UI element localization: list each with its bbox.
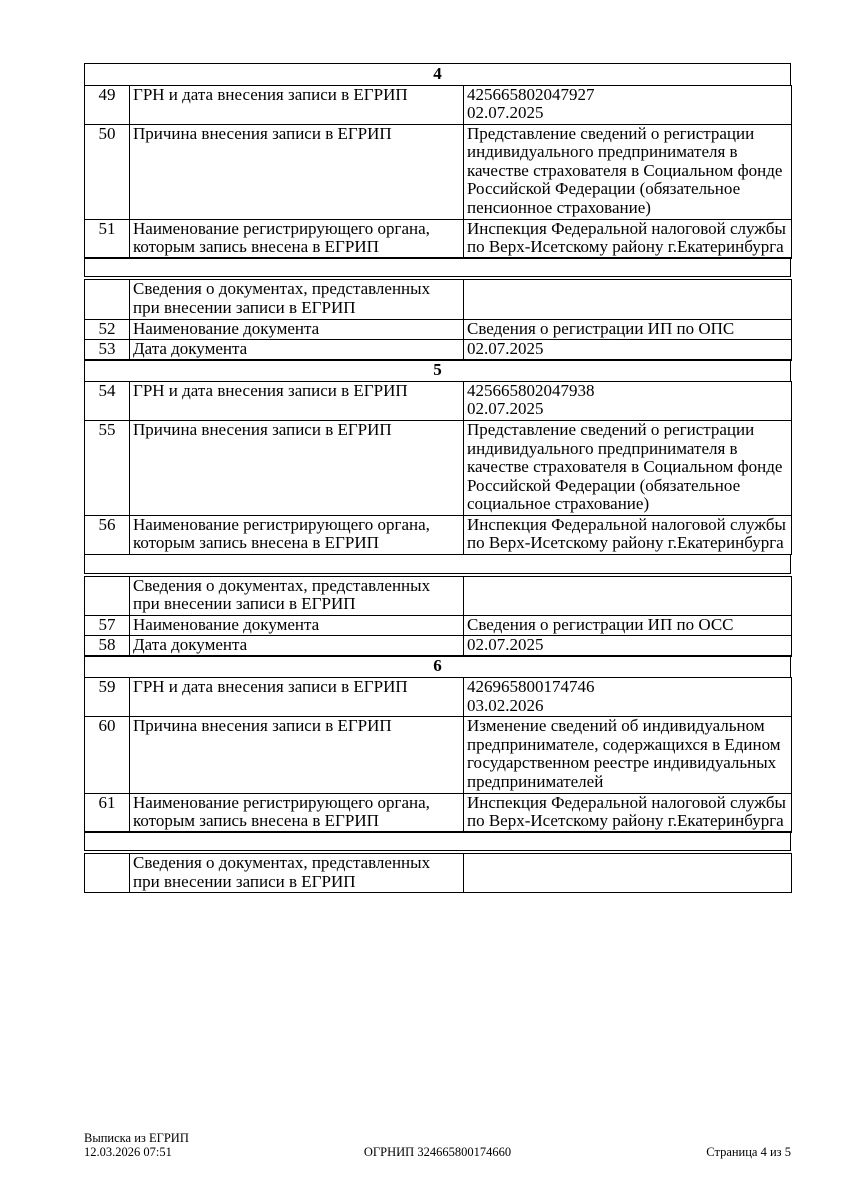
table-row <box>85 615 792 636</box>
grn-date: 03.02.2026 <box>467 695 544 715</box>
field-label: Наименование регистрирующего органа, которым запись внесена в ЕГРИП <box>130 219 464 258</box>
row-number: 57 <box>85 615 130 636</box>
row-number-empty <box>85 576 130 615</box>
footer-doc-info <box>84 1132 189 1159</box>
row-number: 56 <box>85 515 130 554</box>
record-block-6 <box>84 677 792 833</box>
grn-number: 425665802047927 <box>467 84 595 104</box>
row-number: 58 <box>85 636 130 657</box>
spacer-row <box>84 831 791 851</box>
table-row <box>85 677 792 716</box>
field-label: Дата документа <box>130 636 464 657</box>
record-block-5 <box>84 381 792 555</box>
record-block-4 <box>84 85 792 259</box>
table-row <box>85 420 792 515</box>
table-row <box>85 85 792 124</box>
spacer-row <box>85 554 791 573</box>
spacer-cell <box>85 832 791 851</box>
documents-block-5 <box>84 576 792 657</box>
row-number-empty <box>85 854 130 893</box>
field-value <box>464 85 792 124</box>
table-row <box>85 219 792 258</box>
field-value-empty <box>464 280 792 319</box>
documents-header-row <box>85 854 792 893</box>
field-value: Изменение сведений об индивидуальном предпринимателе, содержащихся в Едином государственном реестре индивидуальных предпринимателей <box>464 717 792 793</box>
field-value: Инспекция Федеральной налоговой службы по Верх-Исетскому району г.Екатеринбурга <box>464 515 792 554</box>
row-number: 59 <box>85 677 130 716</box>
row-number: 61 <box>85 793 130 832</box>
field-label: ГРН и дата внесения записи в ЕГРИП <box>130 381 464 420</box>
row-number: 53 <box>85 340 130 361</box>
section-header-row <box>85 656 791 678</box>
field-value: 02.07.2025 <box>464 340 792 361</box>
section-header-5 <box>84 359 791 382</box>
spacer-cell <box>85 554 791 573</box>
field-value: Сведения о регистрации ИП по ОПС <box>464 319 792 340</box>
field-label: Дата документа <box>130 340 464 361</box>
grn-date: 02.07.2025 <box>467 103 544 123</box>
spacer-row <box>84 554 791 574</box>
footer-doc-type: Выписка из ЕГРИП <box>84 1131 189 1145</box>
field-value: Представление сведений о регистрации индивидуального предпринимателя в качестве страхователя в Социальном фонде Российской Федерации (обязательное пенсионное страхование) <box>464 124 792 219</box>
footer-datetime: 12.03.2026 07:51 <box>84 1144 172 1159</box>
field-label: Причина внесения записи в ЕГРИП <box>130 717 464 793</box>
field-label: ГРН и дата внесения записи в ЕГРИП <box>130 677 464 716</box>
documents-header-row <box>85 576 792 615</box>
spacer-cell <box>85 258 791 277</box>
field-value-empty <box>464 854 792 893</box>
field-value: Инспекция Федеральной налоговой службы по Верх-Исетскому району г.Екатеринбурга <box>464 793 792 832</box>
table-row <box>85 717 792 793</box>
table-row <box>85 636 792 657</box>
table-row <box>85 340 792 361</box>
documents-header-label: Сведения о документах, представленных при внесении записи в ЕГРИП <box>130 576 464 615</box>
row-number: 52 <box>85 319 130 340</box>
table-row <box>85 319 792 340</box>
row-number: 54 <box>85 381 130 420</box>
row-number: 51 <box>85 219 130 258</box>
field-label: Причина внесения записи в ЕГРИП <box>130 124 464 219</box>
field-label: ГРН и дата внесения записи в ЕГРИП <box>130 85 464 124</box>
section-header-4 <box>84 63 791 86</box>
section-header-6 <box>84 655 791 678</box>
table-row <box>85 124 792 219</box>
field-label: Наименование регистрирующего органа, которым запись внесена в ЕГРИП <box>130 515 464 554</box>
section-number: 5 <box>85 360 791 382</box>
grn-date: 02.07.2025 <box>467 399 544 419</box>
footer-ogrnip: ОГРНИП 324665800174660 <box>363 1144 512 1159</box>
row-number-empty <box>85 280 130 319</box>
field-value: 02.07.2025 <box>464 636 792 657</box>
documents-header-label: Сведения о документах, представленных при внесении записи в ЕГРИП <box>130 854 464 893</box>
spacer-row <box>85 258 791 277</box>
documents-header-row <box>85 280 792 319</box>
table-row <box>85 793 792 832</box>
spacer-row <box>85 832 791 851</box>
documents-header-label: Сведения о документах, представленных при внесении записи в ЕГРИП <box>130 280 464 319</box>
documents-block-6 <box>84 853 792 893</box>
table-row <box>85 381 792 420</box>
field-value <box>464 677 792 716</box>
spacer-row <box>84 257 791 277</box>
row-number: 60 <box>85 717 130 793</box>
section-header-row <box>85 64 791 86</box>
field-value <box>464 381 792 420</box>
field-label: Причина внесения записи в ЕГРИП <box>130 420 464 515</box>
row-number: 49 <box>85 85 130 124</box>
field-value-empty <box>464 576 792 615</box>
field-label: Наименование документа <box>130 319 464 340</box>
grn-number: 425665802047938 <box>467 380 595 400</box>
section-number: 6 <box>85 656 791 678</box>
field-label: Наименование регистрирующего органа, которым запись внесена в ЕГРИП <box>130 793 464 832</box>
field-value: Сведения о регистрации ИП по ОСС <box>464 615 792 636</box>
registry-table <box>84 63 791 893</box>
page-footer <box>84 1131 791 1159</box>
grn-number: 426965800174746 <box>467 676 595 696</box>
row-number: 50 <box>85 124 130 219</box>
field-value: Представление сведений о регистрации индивидуального предпринимателя в качестве страхователя в Социальном фонде Российской Федерации (обязательное социальное страхование) <box>464 420 792 515</box>
field-label: Наименование документа <box>130 615 464 636</box>
section-number: 4 <box>85 64 791 86</box>
footer-page-number: Страница 4 из 5 <box>706 1144 791 1159</box>
field-value: Инспекция Федеральной налоговой службы по Верх-Исетскому району г.Екатеринбурга <box>464 219 792 258</box>
table-row <box>85 515 792 554</box>
documents-block-4 <box>84 279 792 360</box>
row-number: 55 <box>85 420 130 515</box>
section-header-row <box>85 360 791 382</box>
